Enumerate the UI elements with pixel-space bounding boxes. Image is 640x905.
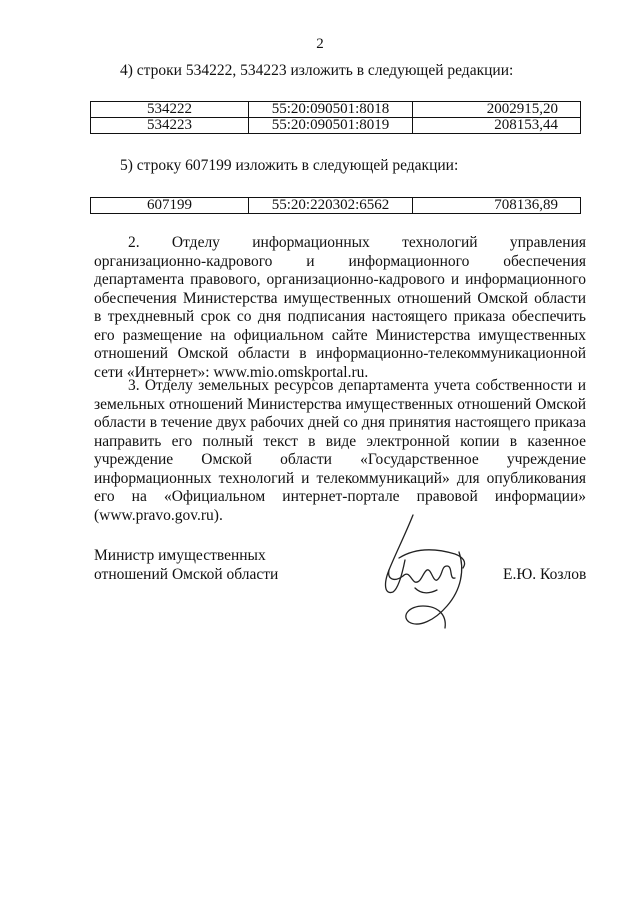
page-number: 2 [316, 36, 324, 52]
item-4-table [90, 101, 581, 134]
table-cell-value: 208153,44 [413, 118, 581, 134]
table-row [91, 198, 581, 214]
table-cell-cadastral-number: 55:20:220302:6562 [249, 198, 413, 214]
item-5-heading: 5) строку 607199 изложить в следующей редакции: [120, 157, 459, 174]
table-cell-value: 708136,89 [413, 198, 581, 214]
item-4-heading: 4) строки 534222, 534223 изложить в следующей редакции: [120, 62, 514, 79]
item-5-table [90, 197, 581, 214]
signer-position [94, 546, 278, 584]
signer-position-line-1: Министр имущественных [94, 547, 266, 564]
handwritten-signature [375, 510, 495, 645]
table-cell-value: 2002915,20 [413, 102, 581, 118]
paragraph-2: 2. Отделу информационных технологий управления организационно-кадрового и информационного обеспечения департамента правового, организационно-кадрового и информационного обеспечения Министерства имущественных отношений Омской области в трехдневный срок со дня подписания настоящего приказа обеспечить его размещение на официальном сайте Министерства имущественных отношений Омской области в информационно-телекоммуникационной сети «Интернет»: www.mio.omskportal.ru. [94, 234, 586, 381]
paragraph-3: 3. Отделу земельных ресурсов департамента учета собственности и земельных отношений Министерства имущественных отношений Омской области в течение двух рабочих дней со дня принятия настоящего приказа направить его полный текст в виде электронной копии в казенное учреждение Омской области «Государственное учреждение информационных технологий и телекоммуникаций» для опубликования его на «Официальном интернет-портале правовой информации» (www.pravo.gov.ru). [94, 377, 586, 524]
table-cell-cadastral-number: 55:20:090501:8018 [249, 102, 413, 118]
table-cell-row-number: 607199 [91, 198, 249, 214]
table-cell-row-number: 534223 [91, 118, 249, 134]
table-row [91, 102, 581, 118]
signer-position-line-2: отношений Омской области [94, 566, 279, 583]
table-cell-cadastral-number: 55:20:090501:8019 [249, 118, 413, 134]
table-row [91, 118, 581, 134]
signer-name: Е.Ю. Козлов [503, 566, 587, 583]
table-cell-row-number: 534222 [91, 102, 249, 118]
